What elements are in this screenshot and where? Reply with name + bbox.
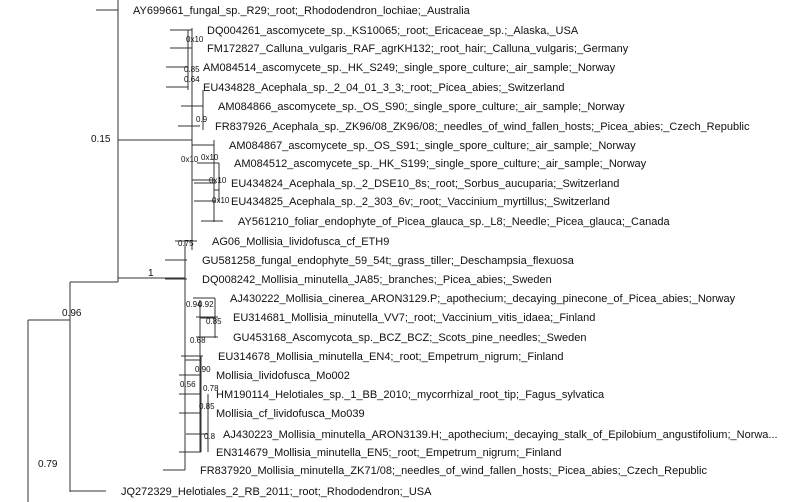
taxon-label: FR837920_Mollisia_minutella_ZK71/08;_needles_of_wind_fallen_hosts;_Picea_abies;_Czech_Republic (200, 465, 707, 477)
support-value: 0.75 (178, 239, 194, 248)
support-value: 0x10 (212, 196, 230, 205)
support-value: 0x10 (186, 35, 204, 44)
taxon-label: Mollisia_cf_lividofusca_Mo039 (216, 408, 365, 420)
support-value: 0.94 (186, 300, 202, 309)
taxon-label: GU453168_Ascomycota_sp._BCZ_BCZ;_Scots_pine_needles;_Sweden (233, 332, 587, 344)
taxon-label: AJ430223_Mollisia_minutella_ARON3139.H;_apothecium;_decaying_stalk_of_Epilobium_angustifolium;_Norwa... (223, 429, 778, 441)
taxon-label: GU581258_fungal_endophyte_59_54t;_grass_tiller;_Deschampsia_flexuosa (202, 255, 574, 267)
support-value: 0.56 (180, 380, 196, 389)
support-value: 1 (148, 268, 154, 279)
support-value: 0.78 (203, 384, 219, 393)
support-value: 0.8 (204, 432, 216, 441)
support-value: 0.85 (206, 317, 222, 326)
taxon-label: JQ272329_Helotiales_2_RB_2011;_root;_Rhododendron;_USA (121, 486, 432, 498)
taxon-label: EU434824_Acephala_sp._2_DSE10_8s;_root;_Sorbus_aucuparia;_Switzerland (231, 178, 620, 190)
taxon-label: AY699661_fungal_sp._R29;_root;_Rhododendron_lochiae;_Australia (133, 5, 470, 17)
support-value: 0.79 (38, 459, 58, 470)
support-value: 0.85 (184, 65, 200, 74)
support-value: 0.90 (195, 365, 211, 374)
taxon-label: EU434825_Acephala_sp._2_303_6v;_root;_Vaccinium_myrtillus;_Switzerland (231, 196, 610, 208)
taxon-label: AM084512_ascomycete_sp._HK_S199;_single_spore_culture;_air_sample;_Norway (234, 158, 647, 170)
taxon-label: EU314681_Mollisia_minutella_VV7;_root;_Vaccinium_vitis_idaea;_Finland (233, 312, 596, 324)
support-value: 0x10 (209, 176, 227, 185)
taxon-label: FM172827_Calluna_vulgaris_RAF_agrKH132;_root_hair;_Calluna_vulgaris;_Germany (207, 43, 629, 55)
support-value: 0x10 (181, 155, 199, 164)
support-value: 0.96 (62, 308, 82, 319)
taxon-label: EN314679_Mollisia_minutella_EN5;_root;_Empetrum_nigrum;_Finland (216, 447, 562, 459)
taxon-label: AJ430222_Mollisia_cinerea_ARON3129.P;_apothecium;_decaying_pinecone_of_Picea_abies;_Norway (230, 293, 736, 305)
support-values (38, 35, 230, 470)
taxon-label: EU434828_Acephala_sp._2_04_01_3_3;_root;_Picea_abies;_Switzerland (203, 82, 565, 94)
support-value: 0x10 (201, 153, 219, 162)
taxon-label: FR837926_Acephala_sp._ZK96/08_ZK96/08;_needles_of_wind_fallen_hosts;_Picea_abies;_Czech_Republic (215, 121, 750, 133)
taxon-label: DQ004261_ascomycete_sp._KS10065;_root;_Ericaceae_sp.;_Alaska,_USA (207, 25, 579, 37)
taxon-label: AM084866_ascomycete_sp._OS_S90;_single_spore_culture;_air_sample;_Norway (218, 101, 625, 113)
taxon-label: DQ008242_Mollisia_minutella_JA85;_branches;_Picea_abies;_Sweden (202, 274, 552, 286)
support-value: 0.92 (198, 300, 214, 309)
support-value: 0.85 (199, 402, 215, 411)
support-value: 0.9 (196, 115, 208, 124)
support-value: 0.68 (190, 336, 206, 345)
taxon-label: Mollisia_lividofusca_Mo002 (216, 370, 350, 382)
taxon-label: AG06_Mollisia_lividofusca_cf_ETH9 (212, 236, 390, 248)
taxon-label: AM084514_ascomycete_sp._HK_S249;_single_spore_culture;_air_sample;_Norway (203, 62, 616, 74)
tree-labels (121, 5, 778, 498)
taxon-label: EU314678_Mollisia_minutella_EN4;_root;_Empetrum_nigrum;_Finland (218, 351, 564, 363)
taxon-label: AM084867_ascomycete_sp._OS_S91;_single_spore_culture;_air_sample;_Norway (229, 140, 636, 152)
support-value: 0.15 (91, 134, 111, 145)
taxon-label: HM190114_Helotiales_sp._1_BB_2010;_mycorrhizal_root_tip;_Fagus_sylvatica (216, 389, 605, 401)
taxon-label: AY561210_foliar_endophyte_of_Picea_glauca_sp._L8;_Needle;_Picea_glauca;_Canada (238, 216, 670, 228)
support-value: 0.64 (184, 75, 200, 84)
